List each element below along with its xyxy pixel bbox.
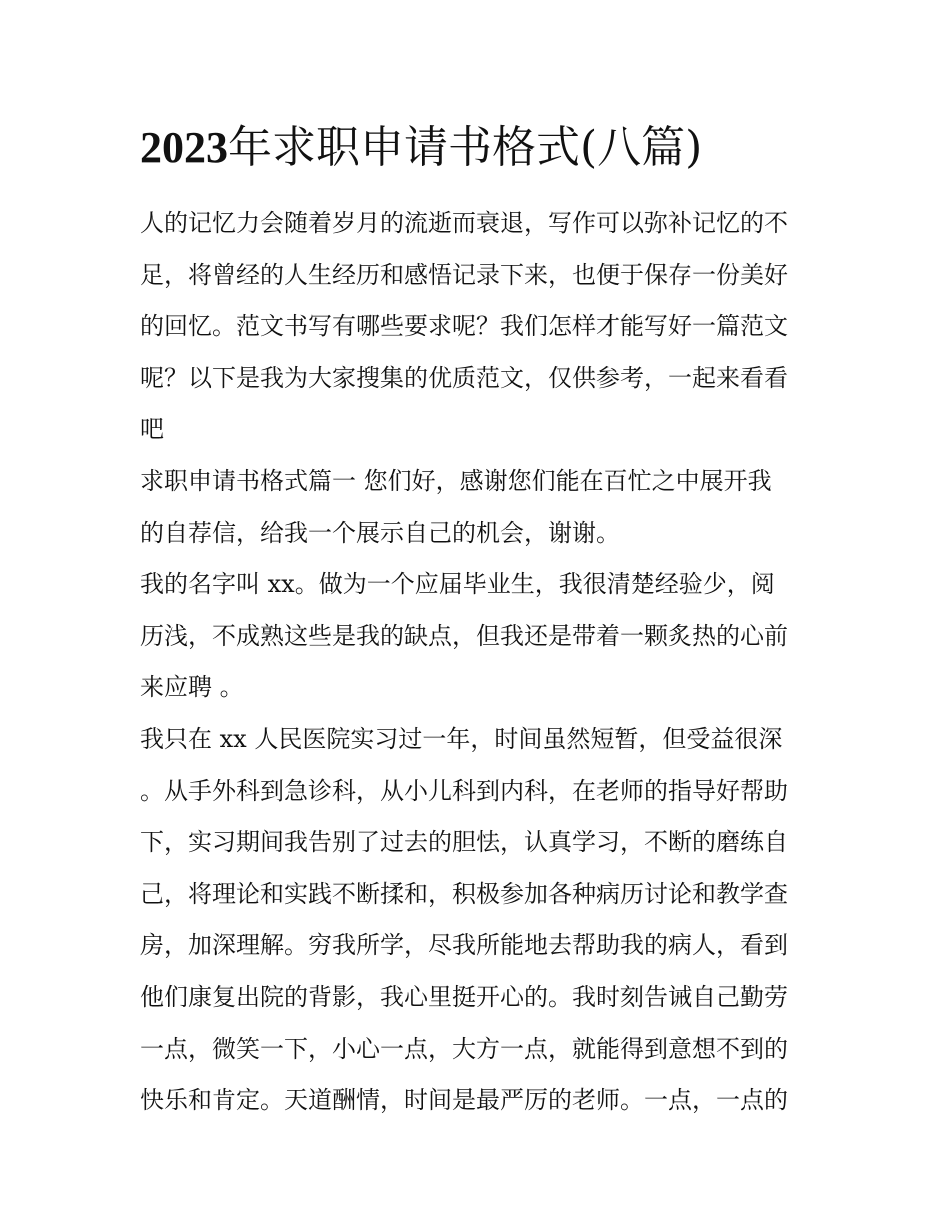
paragraph-line: 吧 <box>140 415 164 444</box>
document-body <box>140 198 820 1127</box>
paragraph-line: 房，加深理解。穷我所学，尽我所能地去帮助我的病人，看到 <box>140 931 788 960</box>
paragraph-line: 我的名字叫 xx。做为一个应届毕业生，我很清楚经验少，阅 <box>140 570 775 599</box>
paragraph-line: 足，将曾经的人生经历和感悟记录下来，也便于保存一份美好 <box>140 260 788 289</box>
paragraph-line: 己，将理论和实践不断揉和，积极参加各种病历讨论和教学查 <box>140 879 788 908</box>
paragraph-line: 的回忆。范文书写有哪些要求呢？我们怎样才能写好一篇范文 <box>140 312 788 341</box>
title-year: 2023 <box>140 123 228 172</box>
paragraph-line: 一点，微笑一下，小心一点，大方一点，就能得到意想不到的 <box>140 1034 788 1063</box>
paragraph-line: 来应聘 。 <box>140 673 244 702</box>
document-title <box>140 118 820 178</box>
paragraph-line: 。从手外科到急诊科，从小儿科到内科，在老师的指导好帮助 <box>140 776 788 805</box>
paragraph-line: 人的记忆力会随着岁月的流逝而衰退，写作可以弥补记忆的不 <box>140 209 788 237</box>
paragraph-line: 我只在 xx 人民医院实习过一年，时间虽然短暂，但受益很深 <box>140 724 783 753</box>
paragraph-line: 的自荐信，给我一个展示自己的机会，谢谢。 <box>140 518 620 547</box>
paragraph-line: 他们康复出院的背影，我心里挺开心的。我时刻告诫自己勤劳 <box>140 982 788 1011</box>
paragraph-line: 快乐和肯定。天道酬情，时间是最严厉的老师。一点，一点的 <box>140 1086 788 1115</box>
paragraph-line: 求职申请书格式篇一 您们好，感谢您们能在百忙之中展开我 <box>140 466 772 495</box>
paragraph-line: 下，实习期间我告别了过去的胆怯，认真学习，不断的磨练自 <box>140 828 788 857</box>
paragraph-line: 呢？以下是我为大家搜集的优质范文，仅供参考，一起来看看 <box>140 363 788 392</box>
paragraph-line: 历浅，不成熟这些是我的缺点，但我还是带着一颗炙热的心前 <box>140 621 788 650</box>
title-text: 年求职申请书格式(八篇) <box>228 122 703 173</box>
